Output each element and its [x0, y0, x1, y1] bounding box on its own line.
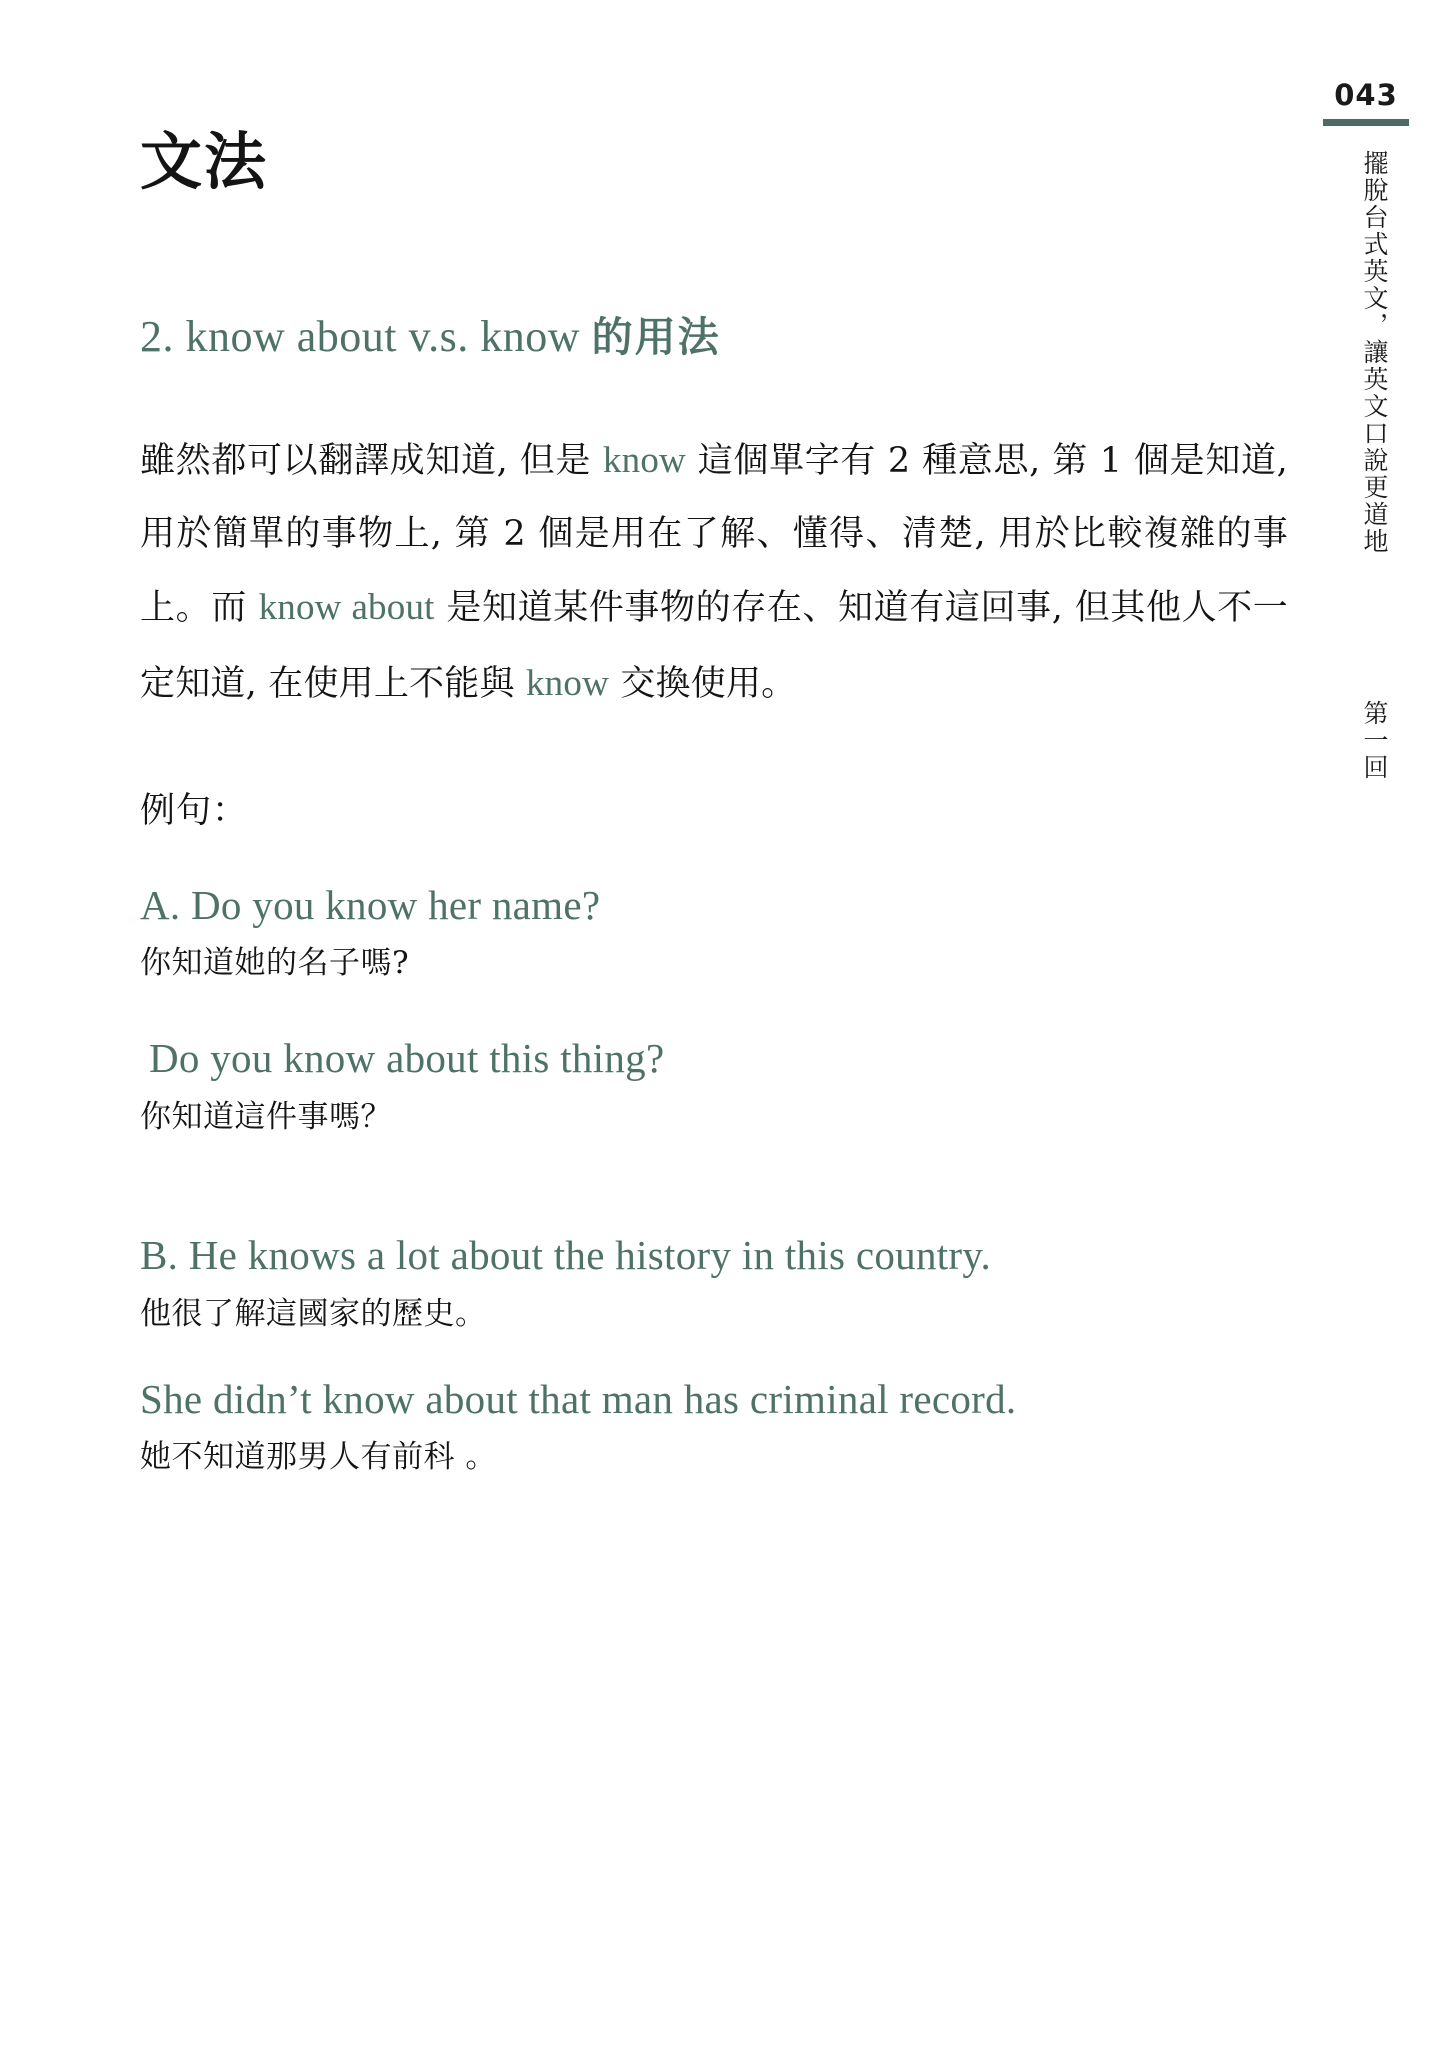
example-chinese: 她不知道那男人有前科 。 [140, 1438, 497, 1475]
paragraph-segment-4: 交換使用。 [609, 663, 797, 704]
example-chinese: 你知道她的名子嗎? [140, 945, 410, 982]
paragraph-segment-2: 這個單字有 2 種意思, 第 1 個是知道, 用於簡單的事物上, 第 2 個是用在了解、懂得、清楚, 用於比較複雜的事上。而 [140, 441, 1288, 629]
body-paragraph [140, 363, 1288, 721]
example-item [140, 1337, 1290, 1480]
section-heading-cjk: 的用法 [591, 313, 721, 362]
example-item [140, 833, 1290, 986]
example-english: Do you know about this thing? [149, 1035, 665, 1082]
inline-term-know-2: know [525, 662, 610, 704]
page-number: 043 [1323, 78, 1409, 126]
example-chinese: 你知道這件事嗎？ [140, 1098, 392, 1135]
paragraph-segment-1: 雖然都可以翻譯成知道, 但是 [140, 441, 603, 482]
example-english: B. He knows a lot about the history in this country. [140, 1232, 992, 1279]
example-chinese: 他很了解這國家的歷史。 [140, 1295, 487, 1332]
example-item [140, 986, 1290, 1139]
inline-term-know-1: know [602, 440, 686, 482]
example-english: A. Do you know her name? [140, 881, 601, 928]
example-english: She didn’t know about that man has criminal record. [140, 1375, 1017, 1422]
inline-term-know-about: know about [258, 587, 435, 629]
running-title: 擺脫台式英文，讓英文口說更道地 [1360, 150, 1389, 555]
section-heading [140, 196, 1290, 363]
section-heading-en: 2. know about v.s. know [140, 312, 581, 362]
paragraph-segment-3: 是知道某件事物的存在、知道有這回事, 但其他人不一定知道, 在使用上不能與 [140, 588, 1288, 704]
main-column [140, 0, 1290, 1480]
page-title: 文法 [140, 125, 269, 198]
example-item [140, 1139, 1290, 1336]
running-subtitle: 第一回 [1360, 700, 1389, 781]
examples-label: 例句： [140, 790, 249, 831]
